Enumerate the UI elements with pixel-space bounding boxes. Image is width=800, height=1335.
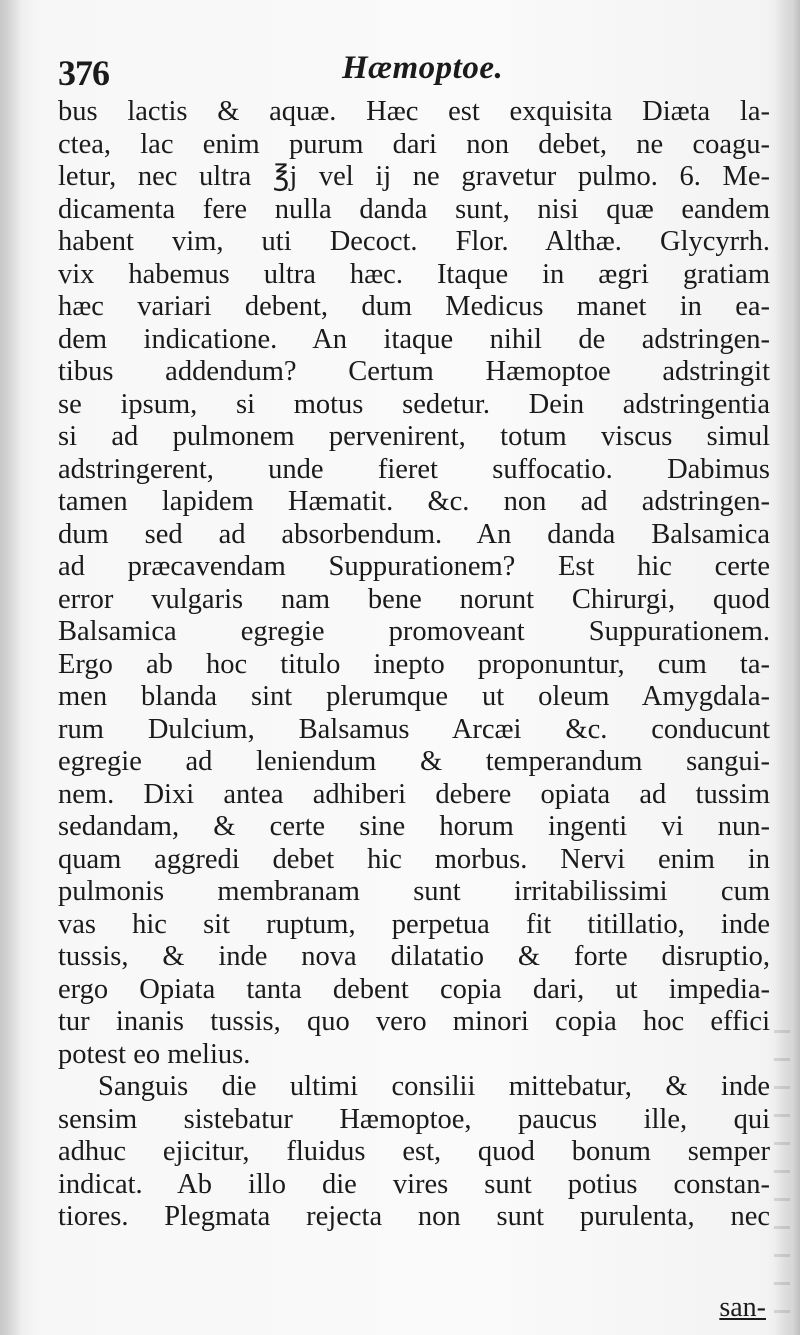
text-line: vix habemus ultra hæc. Itaque in ægri gratiam <box>58 258 770 290</box>
text-line: tur inanis tussis, quo vero minori copia hoc effici <box>58 1006 770 1037</box>
body-text <box>58 96 770 1234</box>
text-line: habent vim, uti Decoct. Flor. Althæ. Glycyrrh. <box>58 226 770 257</box>
text-line: bus lactis & aquæ. Hæc est exquisita Diæta la- <box>58 96 770 127</box>
text-line: quam aggredi debet hic morbus. Nervi enim in <box>58 843 770 875</box>
running-title: Hæmoptoe. <box>342 50 504 86</box>
text-line: men blanda sint plerumque ut oleum Amygdala- <box>58 681 770 712</box>
text-line: hæc variari debent, dum Medicus manet in ea- <box>58 291 770 322</box>
text-line: indicat. Ab illo die vires sunt potius constan- <box>58 1168 770 1200</box>
text-line: rum Dulcium, Balsamus Arcæi &c. conducunt <box>58 713 770 745</box>
text-line: nem. Dixi antea adhiberi debere opiata ad tussim <box>58 778 770 810</box>
text-line: tamen lapidem Hæmatit. &c. non ad adstringen- <box>58 486 770 517</box>
page-number: 376 <box>58 53 109 93</box>
text-line: potest eo melius. <box>58 1038 251 1070</box>
text-line: adstringerent, unde fieret suffocatio. Dabimus <box>58 453 770 485</box>
text-line: Sanguis die ultimi consilii mittebatur, & inde <box>98 1071 770 1102</box>
text-line: egregie ad leniendum & temperandum sangui- <box>58 746 770 777</box>
text-line: Balsamica egregie promoveant Suppurationem. <box>58 616 770 647</box>
text-line: Ergo ab hoc titulo inepto proponuntur, cum ta- <box>58 648 770 680</box>
text-line: adhuc ejicitur, fluidus est, quod bonum semper <box>58 1136 770 1167</box>
text-line: dem indicatione. An itaque nihil de adstringen- <box>58 323 770 355</box>
text-line: error vulgaris nam bene norunt Chirurgi, quod <box>58 583 770 615</box>
text-line: tiores. Plegmata rejecta non sunt purulenta, nec <box>58 1201 770 1232</box>
gutter-shadow <box>0 0 22 1335</box>
text-line: tussis, & inde nova dilatatio & forte disruptio, <box>58 941 770 972</box>
text-line: vas hic sit ruptum, perpetua fit titillatio, inde <box>58 908 770 940</box>
text-line: ergo Opiata tanta debent copia dari, ut impedia- <box>58 973 770 1005</box>
text-line: ctea, lac enim purum dari non debet, ne coagu- <box>58 128 770 160</box>
text-line: sedandam, & certe sine horum ingenti vi nun- <box>58 811 770 842</box>
text-line: letur, nec ultra ℥j vel ij ne gravetur pulmo. 6. Me- <box>58 161 770 192</box>
text-line: dum sed ad absorbendum. An danda Balsamica <box>58 518 770 550</box>
text-line: ad præcavendam Suppurationem? Est hic certe <box>58 551 770 582</box>
text-line: si ad pulmonem pervenirent, totum viscus simul <box>58 421 770 452</box>
page-header <box>58 50 778 94</box>
text-line: pulmonis membranam sunt irritabilissimi cum <box>58 876 770 907</box>
text-line: se ipsum, si motus sedetur. Dein adstringentia <box>58 388 770 420</box>
catchword: san- <box>719 1292 766 1323</box>
bleed-through-marks <box>774 1030 790 1330</box>
text-line: tibus addendum? Certum Hæmoptoe adstringit <box>58 356 770 387</box>
text-line: sensim sistebatur Hæmoptoe, paucus ille, qui <box>58 1103 770 1135</box>
text-line: dicamenta fere nulla danda sunt, nisi quæ eandem <box>58 193 770 225</box>
